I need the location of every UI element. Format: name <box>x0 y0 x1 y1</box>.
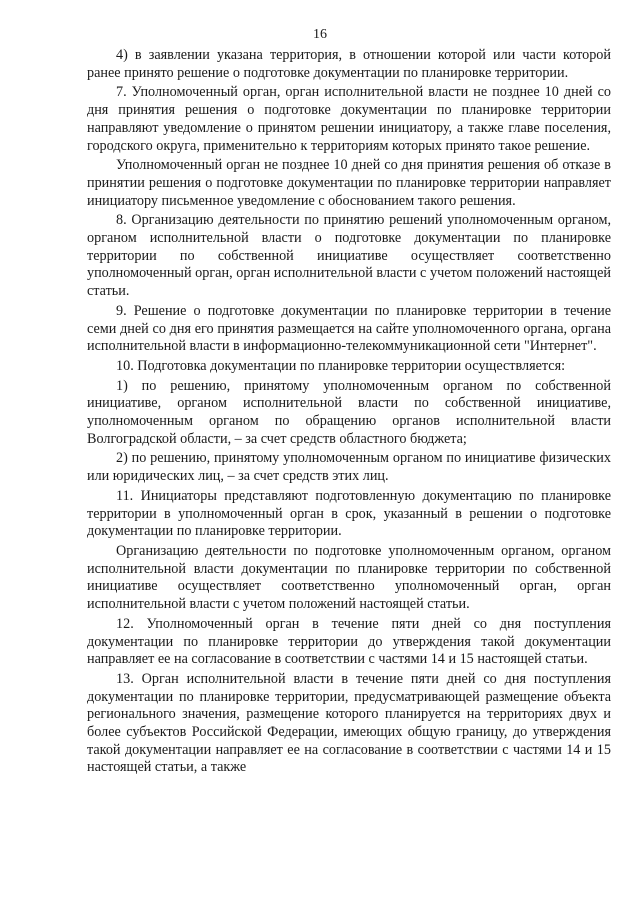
paragraph-organization-preparation: Организацию деятельности по подготовке уполномоченным органом, органом исполнительной власти документации по планировке территории по собственной инициативе осуществляет соответственно уполномоченный орган, орган исполнительной власти с учетом положений настоящей статьи. <box>87 542 611 613</box>
paragraph-part-9: 9. Решение о подготовке документации по планировке территории в течение семи дней со дня его принятия размещается на сайте уполномоченного органа, органа исполнительной власти в информационно-телекоммуникационной сети "Интернет". <box>87 302 611 355</box>
paragraph-part-12: 12. Уполномоченный орган в течение пяти дней со дня поступления документации по планировке территории до утверждения такой документации направляет ее на согласование в соответствии с частями 14 и 15 настоящей статьи. <box>87 615 611 668</box>
paragraph-part-8: 8. Организацию деятельности по принятию решений уполномоченным органом, органом исполнительной власти о подготовке документации по планировке территории по собственной инициативе осуществляет соответственно уполномоченный орган, орган исполнительной власти с учетом положений настоящей статьи. <box>87 212 611 300</box>
page-number: 16 <box>313 27 327 42</box>
paragraph-part-10-item-2: 2) по решению, принятому уполномоченным органом по инициативе физических или юридических лиц, – за счет средств этих лиц. <box>87 450 611 485</box>
paragraph-part-10: 10. Подготовка документации по планировке территории осуществляется: <box>116 357 566 374</box>
paragraph-part-10-item-1: 1) по решению, принятому уполномоченным органом по собственной инициативе, органом исполнительной власти по собственной инициативе, уполномоченным органом по обращению органов исполнительной власти Волгоградской области, – за счет средств областного бюджета; <box>87 377 611 447</box>
paragraph-part-13: 13. Орган исполнительной власти в течение пяти дней со дня поступления документации по планировке территории, предусматривающей размещение объекта регионального значения, размещение которого планируется на территориях двух и более субъектов Российской Федерации, имеющих общую границу, до утверждения такой документации направляет ее на согласование в соответствии с частями 14 и 15 настоящей статьи, а также <box>87 670 611 776</box>
paragraph-part-7: 7. Уполномоченный орган, орган исполнительной власти не позднее 10 дней со дня принятия решения о подготовке документации по планировке территории направляют уведомление о принятом решении инициатору, а также главе поселения, городского округа, применительно к территориям которых принято такое решение. <box>87 84 611 154</box>
document-body <box>87 47 611 779</box>
paragraph-part-11: 11. Инициаторы представляют подготовленную документацию по планировке территории в уполномоченный орган в срок, указанный в решении о подготовке документации по планировке территории. <box>87 487 611 540</box>
paragraph-refusal-notice: Уполномоченный орган не позднее 10 дней со дня принятия решения об отказе в принятии решения о подготовке документации по планировке территории направляет инициатору письменное уведомление с обоснованием такого решения. <box>87 157 611 209</box>
paragraph-item-4: 4) в заявлении указана территория, в отношении которой или части которой ранее принято решение о подготовке документации по планировке территории. <box>87 47 611 81</box>
